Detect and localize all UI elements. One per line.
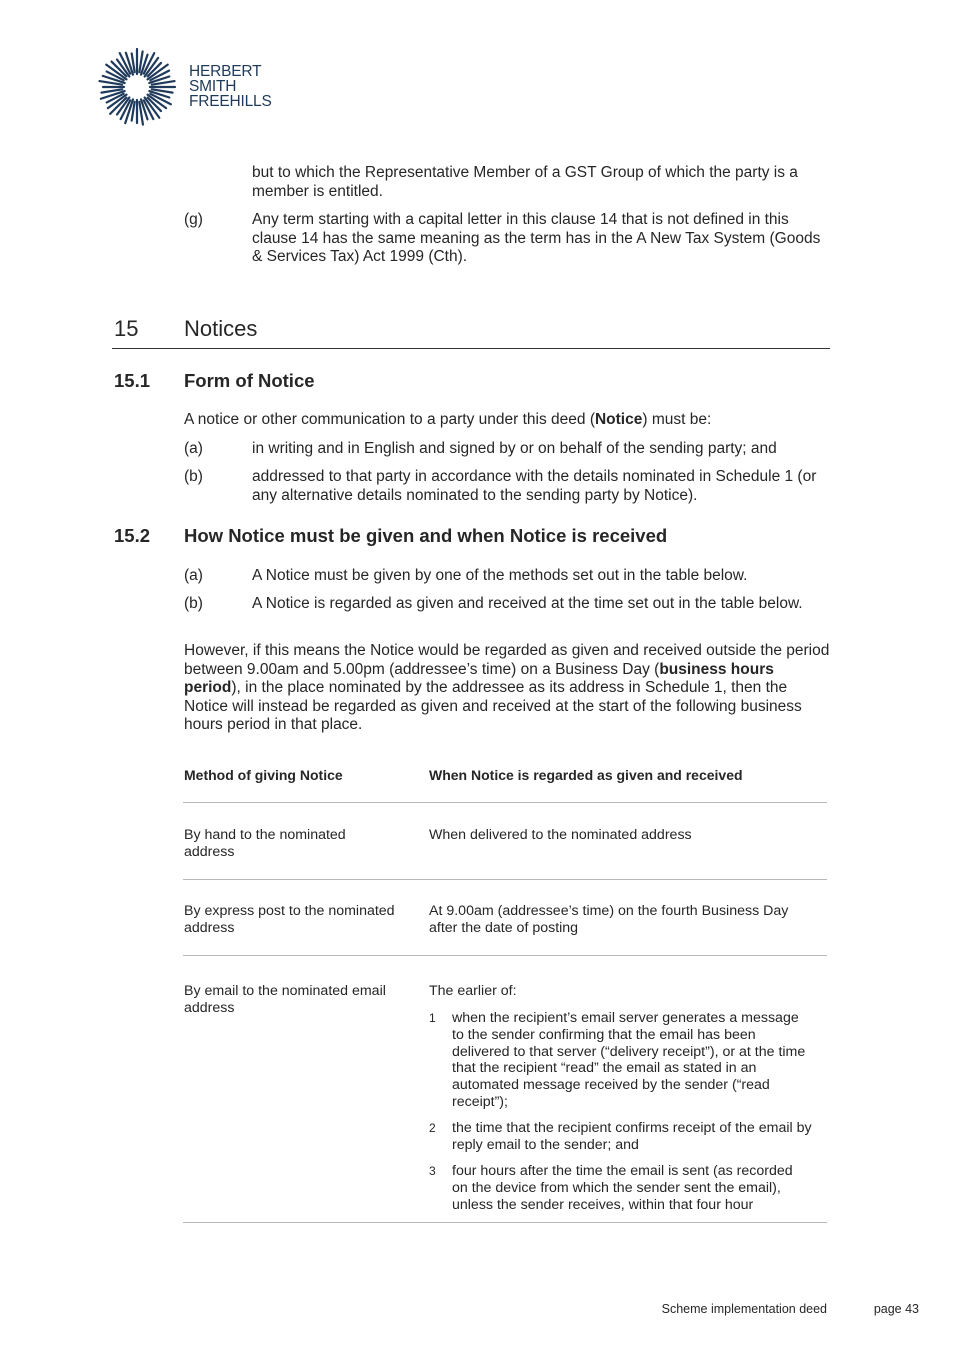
clause14-continuation: but to which the Representative Member of a GST Group of which the party is a member is entitled.	[252, 164, 798, 200]
row-1-when: When delivered to the nominated address	[429, 827, 692, 843]
footer-page-number: page 43	[873, 1302, 919, 1316]
footer-doc-title: Scheme implementation deed	[661, 1302, 827, 1316]
item-2b-text: A Notice is regarded as given and received at the time set out in the table below.	[252, 595, 803, 612]
sub-item-number: 3	[429, 1164, 436, 1178]
table-rule	[183, 955, 827, 956]
clause-15-1-intro	[184, 411, 832, 430]
section-number: 15	[114, 316, 139, 341]
intro-text-after: ) must be:	[642, 411, 712, 428]
sunburst-logo-icon	[96, 46, 178, 128]
business-hours-paragraph	[184, 642, 832, 735]
item-2a-text: A Notice must be given by one of the methods set out in the table below.	[252, 567, 748, 584]
row-2-method: By express post to the nominated address	[184, 903, 395, 936]
row-3-when: The earlier of:	[429, 983, 517, 999]
para-defined-term: business hours period	[184, 660, 774, 696]
logo-line-3: FREEHILLS	[189, 93, 272, 110]
table-rule	[183, 1222, 827, 1223]
sub-item-number: 2	[429, 1121, 436, 1135]
clause-15-2-title: How Notice must be given and when Notice is received	[184, 525, 668, 546]
sub-item-text: the time that the recipient confirms receipt of the email by reply email to the sender; and	[452, 1120, 812, 1153]
item-b-text: addressed to that party in accordance with the details nominated in Schedule 1 (or any alternative details nominated to the sending party by Notice).	[252, 468, 817, 504]
item-b-label: (b)	[184, 468, 203, 485]
logo-line-1: HERBERT	[189, 63, 262, 80]
intro-defined-term: Notice	[594, 411, 643, 428]
logo-wordmark	[189, 64, 272, 109]
section-title: Notices	[184, 316, 258, 341]
row-1-method: By hand to the nominated address	[184, 827, 346, 860]
clause-15-1-number: 15.1	[114, 370, 151, 391]
item-2a-label: (a)	[184, 567, 203, 584]
item-g-label: (g)	[184, 211, 203, 228]
item-g-text: Any term starting with a capital letter in this clause 14 that is not defined in this clause 14 has the same meaning as the term has in the A New Tax System (Goods & Services Tax) Act 1999 (Cth).	[252, 211, 821, 265]
para-text-after: ), in the place nominated by the addressee as its address in Schedule 1, then the Notice will instead be regarded as given and received at the start of the following business hours period in that place.	[184, 679, 802, 733]
intro-text-before: A notice or other communication to a party under this deed (	[184, 411, 595, 428]
table-header-when: When Notice is regarded as given and received	[429, 767, 743, 783]
sub-item-text: when the recipient’s email server generates a message to the sender confirming that the email has been delivered to that server (“delivery receipt”), or at the time that the recipient “read” the email as stated in an automated message received by the sender (“read receipt”);	[452, 1010, 806, 1110]
sub-item-number: 1	[429, 1011, 436, 1025]
logo-line-2: SMITH	[189, 78, 237, 95]
table-rule	[183, 879, 827, 880]
section-divider	[112, 348, 830, 349]
para-text-before: However, if this means the Notice would be regarded as given and received outside the period between 9.00am and 5.00pm (addressee’s time) on a Business Day (	[184, 642, 830, 678]
item-2b-label: (b)	[184, 595, 203, 612]
clause-15-2-number: 15.2	[114, 525, 151, 546]
table-rule	[183, 802, 827, 803]
row-2-when: At 9.00am (addressee’s time) on the fourth Business Day after the date of posting	[429, 903, 789, 936]
sub-item-text: four hours after the time the email is sent (as recorded on the device from which the sender sent the email), unless the sender receives, within that four hour	[452, 1163, 793, 1213]
table-header-method: Method of giving Notice	[184, 767, 343, 783]
item-a-text: in writing and in English and signed by or on behalf of the sending party; and	[252, 440, 777, 457]
item-a-label: (a)	[184, 440, 203, 457]
row-3-method: By email to the nominated email address	[184, 983, 386, 1016]
firm-logo	[96, 46, 296, 128]
clause-15-1-title: Form of Notice	[184, 370, 315, 391]
